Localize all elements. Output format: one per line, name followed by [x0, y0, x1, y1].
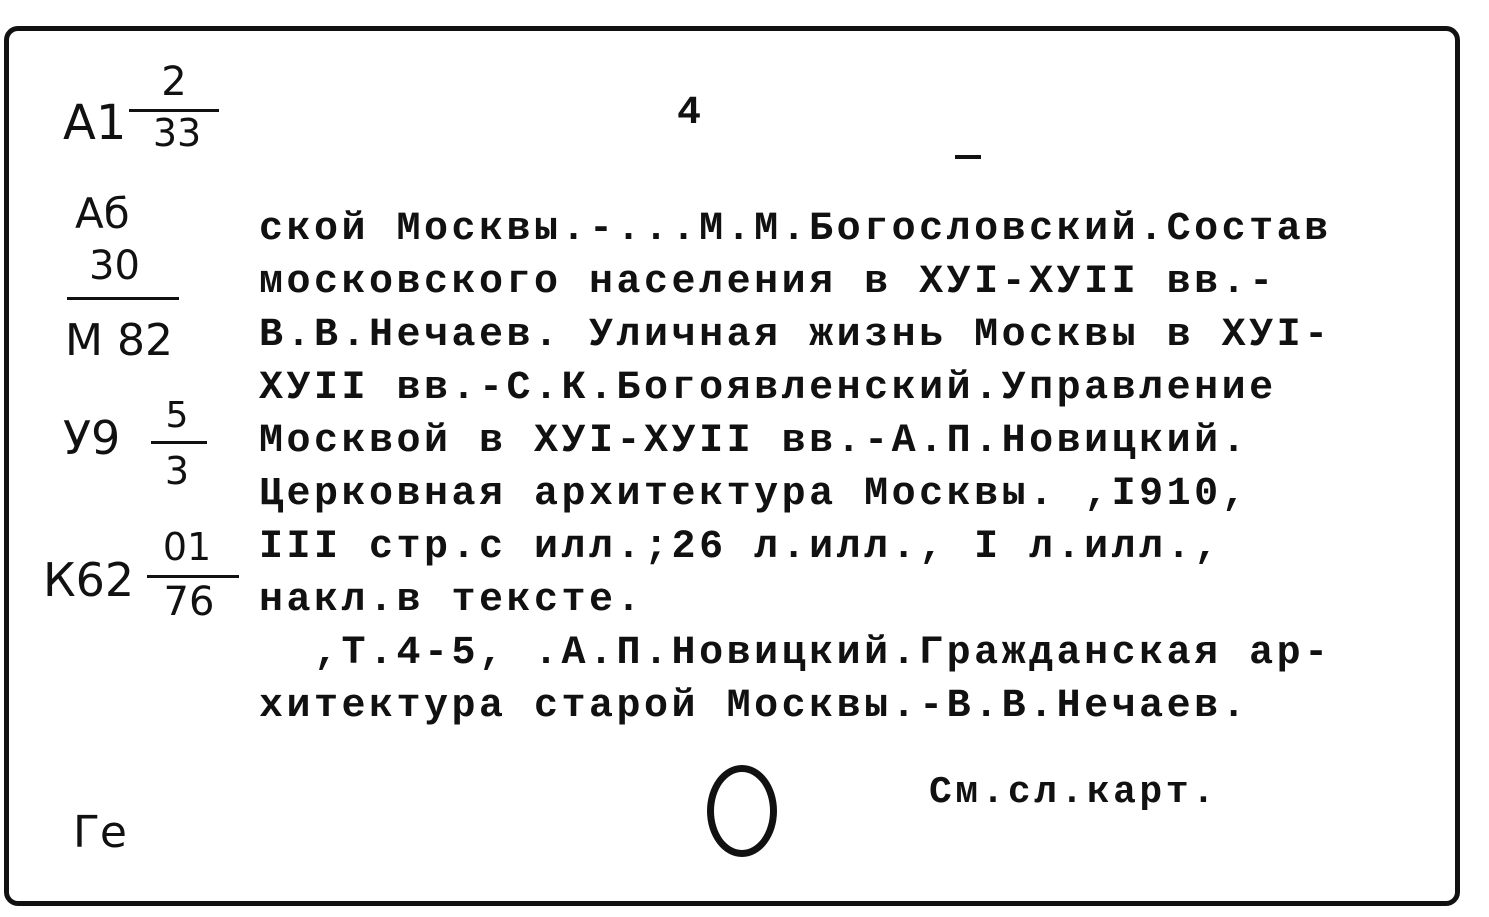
body-line: ,Т.4-5, .А.П.Новицкий.Гражданская ар- — [259, 631, 1332, 676]
call-number-ab-top: Аб — [75, 189, 130, 238]
catalog-card — [4, 26, 1460, 906]
call-number-ab-middle: 30 — [89, 243, 140, 289]
body-line: Церковная архитектура Москвы. ,I910, — [259, 472, 1250, 517]
call-number-u9-prefix: У9 — [63, 411, 121, 465]
body-line: III стр.с илл.;26 л.илл., I л.илл., — [259, 525, 1222, 570]
call-number-a1-prefix: А1 — [63, 95, 127, 151]
see-next-card: См.сл.карт. — [929, 771, 1219, 814]
body-line: накл.в тексте. — [259, 578, 645, 623]
body-line: московского населения в ХУI-ХУII вв.- — [259, 260, 1277, 305]
card-punch-hole — [707, 765, 777, 857]
body-line: Москвой в ХУI-ХУII вв.-А.П.Новицкий. — [259, 419, 1250, 464]
fraction-bar — [67, 297, 179, 300]
body-line: ХУII вв.-С.К.Богоявленский.Управление — [259, 366, 1277, 411]
dash-mark — [955, 155, 981, 159]
call-number-k62-denominator: 76 — [163, 579, 215, 625]
call-number-u9-numerator: 5 — [165, 395, 189, 436]
call-number-a1-denominator: 33 — [152, 111, 202, 155]
call-number-k62-numerator: 01 — [162, 525, 212, 569]
call-number-ab-bottom: М 82 — [65, 315, 173, 366]
card-number: 4 — [677, 91, 705, 136]
body-line: хитектура старой Москвы.-В.В.Нечаев. — [259, 684, 1250, 729]
card-body — [259, 207, 1449, 727]
body-line: ской Москвы.-...М.М.Богословский.Состав — [259, 207, 1332, 252]
body-line: В.В.Нечаев. Уличная жизнь Москвы в ХУI- — [259, 313, 1332, 358]
cataloger-initials: Ге — [73, 807, 127, 858]
call-number-a1-numerator: 2 — [161, 59, 187, 105]
call-number-u9-denominator: 3 — [164, 449, 190, 493]
fraction-bar — [147, 575, 239, 578]
fraction-bar — [151, 441, 207, 444]
call-number-k62-prefix: К62 — [43, 553, 135, 607]
